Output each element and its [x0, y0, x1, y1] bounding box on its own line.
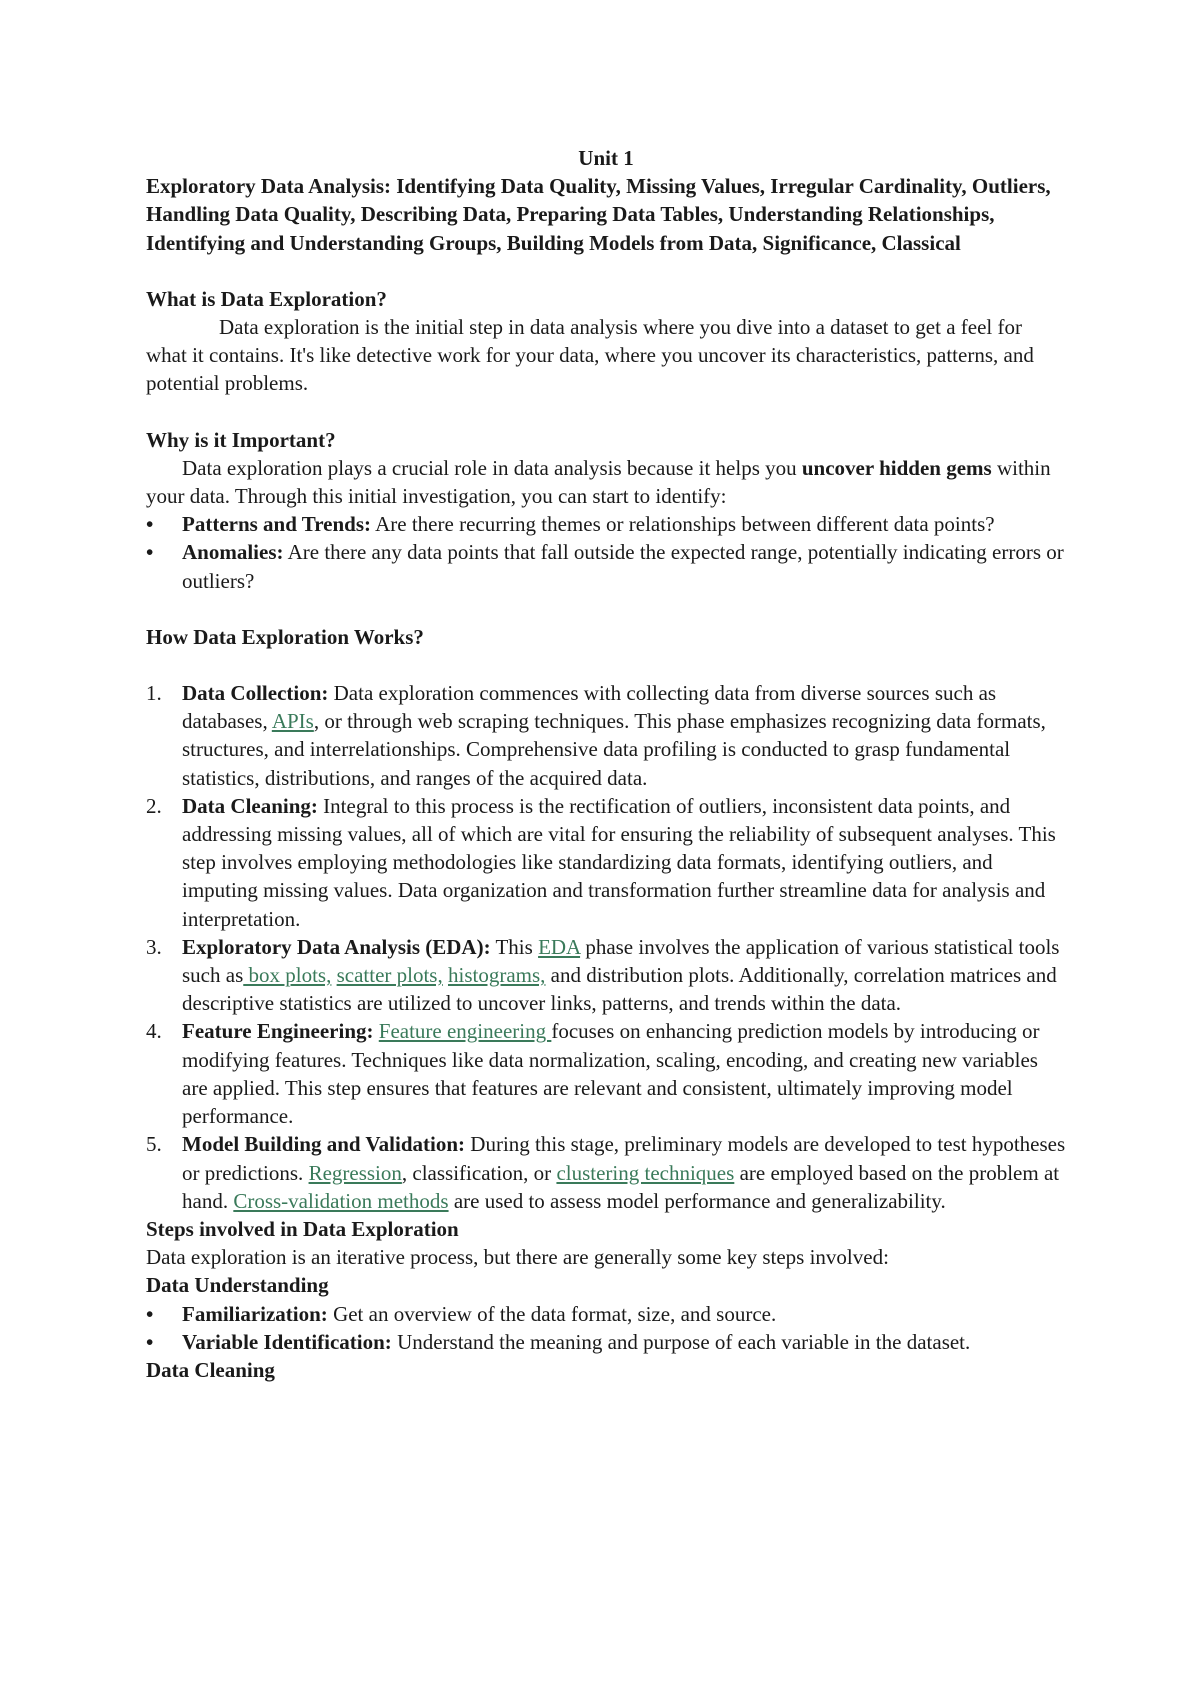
steps-intro: Data exploration is an iterative process, but there are generally some key steps involved:: [146, 1245, 889, 1270]
cross-validation-link[interactable]: Cross-validation methods: [233, 1188, 449, 1213]
item-text: focuses on enhancing prediction models by introducing or modifying features. Techniques like data normalization, scaling, encoding, and creating new variables are applied. This step ensures that features are relevant and consistent, ultimately improving model performance.: [182, 1019, 1040, 1129]
clustering-techniques-link[interactable]: clustering techniques: [556, 1160, 735, 1185]
item-text: , classification, or: [401, 1160, 557, 1185]
item-text: During this stage, preliminary models are developed to test hypotheses or predictions.: [182, 1132, 1066, 1185]
item-term: Exploratory Data Analysis (EDA):: [182, 934, 491, 959]
bullet-term: Anomalies:: [182, 540, 284, 565]
why-paragraph: [146, 454, 1066, 510]
list-item: [146, 538, 1066, 594]
box-plots-link[interactable]: box plots,: [243, 963, 332, 988]
list-item: [146, 933, 1066, 1018]
regression-link[interactable]: Regression: [308, 1160, 402, 1185]
bullet-term: Familiarization:: [182, 1301, 328, 1326]
item-number: 5.: [146, 1132, 162, 1157]
document-page: [146, 144, 1066, 1384]
item-text: are used to assess model performance and generalizability.: [448, 1188, 946, 1213]
item-number: 3.: [146, 934, 162, 959]
item-text: Integral to this process is the rectification of outliers, inconsistent data points, and addressing missing values, all of which are vital for ensuring the reliability of subsequent analyses. This step involves employing methodologies like standardizing data formats, identifying outliers, and imputing missing values. Data organization and transformation further streamline data for analysis and interpretation.: [182, 793, 1056, 931]
list-item: [146, 1017, 1066, 1130]
item-text: , or through web scraping techniques. This phase emphasizes recognizing data formats, structures, and interrelationships. Comprehensive data profiling is conducted to grasp fundamental statistics, distributions, and ranges of the acquired data.: [182, 709, 1046, 790]
item-text: are employed based on the problem at hand.: [182, 1160, 1060, 1213]
bullet-term: Variable Identification:: [182, 1329, 392, 1354]
bullet-text: Are there recurring themes or relationships between different data points?: [371, 512, 995, 537]
item-text: Data exploration commences with collecting data from diverse sources such as databases,: [182, 681, 997, 734]
bullet-term: Patterns and Trends:: [182, 512, 372, 537]
item-number: 4.: [146, 1019, 162, 1044]
what-is-heading: What is Data Exploration?: [146, 286, 387, 311]
item-term: Feature Engineering:: [182, 1019, 374, 1044]
what-is-paragraph: Data exploration is the initial step in data analysis where you dive into a dataset to get a feel for what it contains. It's like detective work for your data, where you uncover its characteristics, patterns, and potential problems.: [146, 315, 1034, 396]
item-text: This: [490, 934, 539, 959]
unit-title: Unit 1: [578, 146, 634, 170]
list-item: [146, 679, 1066, 792]
list-item: [146, 792, 1066, 933]
item-term: Data Cleaning:: [182, 793, 318, 818]
scatter-plots-link[interactable]: scatter plots,: [336, 963, 443, 988]
item-number: 2.: [146, 793, 162, 818]
apis-link[interactable]: APIs: [271, 709, 314, 734]
why-text-1: Data exploration plays a crucial role in data analysis because it helps you: [182, 455, 802, 480]
how-heading: How Data Exploration Works?: [146, 624, 424, 649]
why-text-2: within your data. Through this initial investigation, you can start to identify:: [146, 455, 1051, 509]
bullet-text: Understand the meaning and purpose of each variable in the dataset.: [391, 1329, 971, 1354]
eda-link[interactable]: EDA: [538, 934, 581, 959]
bullet-text: Get an overview of the data format, size, and source.: [327, 1301, 777, 1326]
histograms-link[interactable]: histograms,: [447, 963, 546, 988]
data-understanding-heading: Data Understanding: [146, 1273, 329, 1298]
steps-heading: Steps involved in Data Exploration: [146, 1216, 459, 1241]
feature-engineering-link[interactable]: Feature engineering: [378, 1019, 552, 1044]
list-item: [146, 510, 1066, 538]
how-numbered-list: [146, 679, 1066, 1215]
list-item: [146, 1130, 1066, 1215]
unit-subtitle: Exploratory Data Analysis: Identifying Data Quality, Missing Values, Irregular Cardinality, Outliers, Handling Data Quality, Describing Data, Preparing Data Tables, Understanding Relationships, Identifying and Understanding Groups, Building Models from Data, Significance, Classical: [146, 174, 1051, 255]
bullet-mark: •: [146, 1301, 154, 1326]
bullet-text: Are there any data points that fall outside the expected range, potentially indicating errors or outliers?: [182, 540, 1064, 593]
why-bullet-list: [146, 510, 1066, 595]
understanding-bullet-list: [146, 1300, 1066, 1356]
item-term: Model Building and Validation:: [182, 1132, 466, 1157]
data-cleaning-heading: Data Cleaning: [146, 1357, 275, 1382]
why-heading: Why is it Important?: [146, 427, 336, 452]
list-item: [146, 1328, 1066, 1356]
item-text: phase involves the application of various statistical tools such as: [182, 934, 1060, 988]
bullet-mark: •: [146, 512, 154, 537]
item-text: and distribution plots. Additionally, correlation matrices and descriptive statistics are utilized to uncover links, patterns, and trends within the data.: [182, 963, 1057, 1016]
why-bold-phrase: uncover hidden gems: [801, 455, 992, 480]
item-number: 1.: [146, 681, 162, 706]
bullet-mark: •: [146, 540, 154, 565]
item-term: Data Collection:: [182, 681, 329, 706]
bullet-mark: •: [146, 1329, 154, 1354]
list-item: [146, 1300, 1066, 1328]
